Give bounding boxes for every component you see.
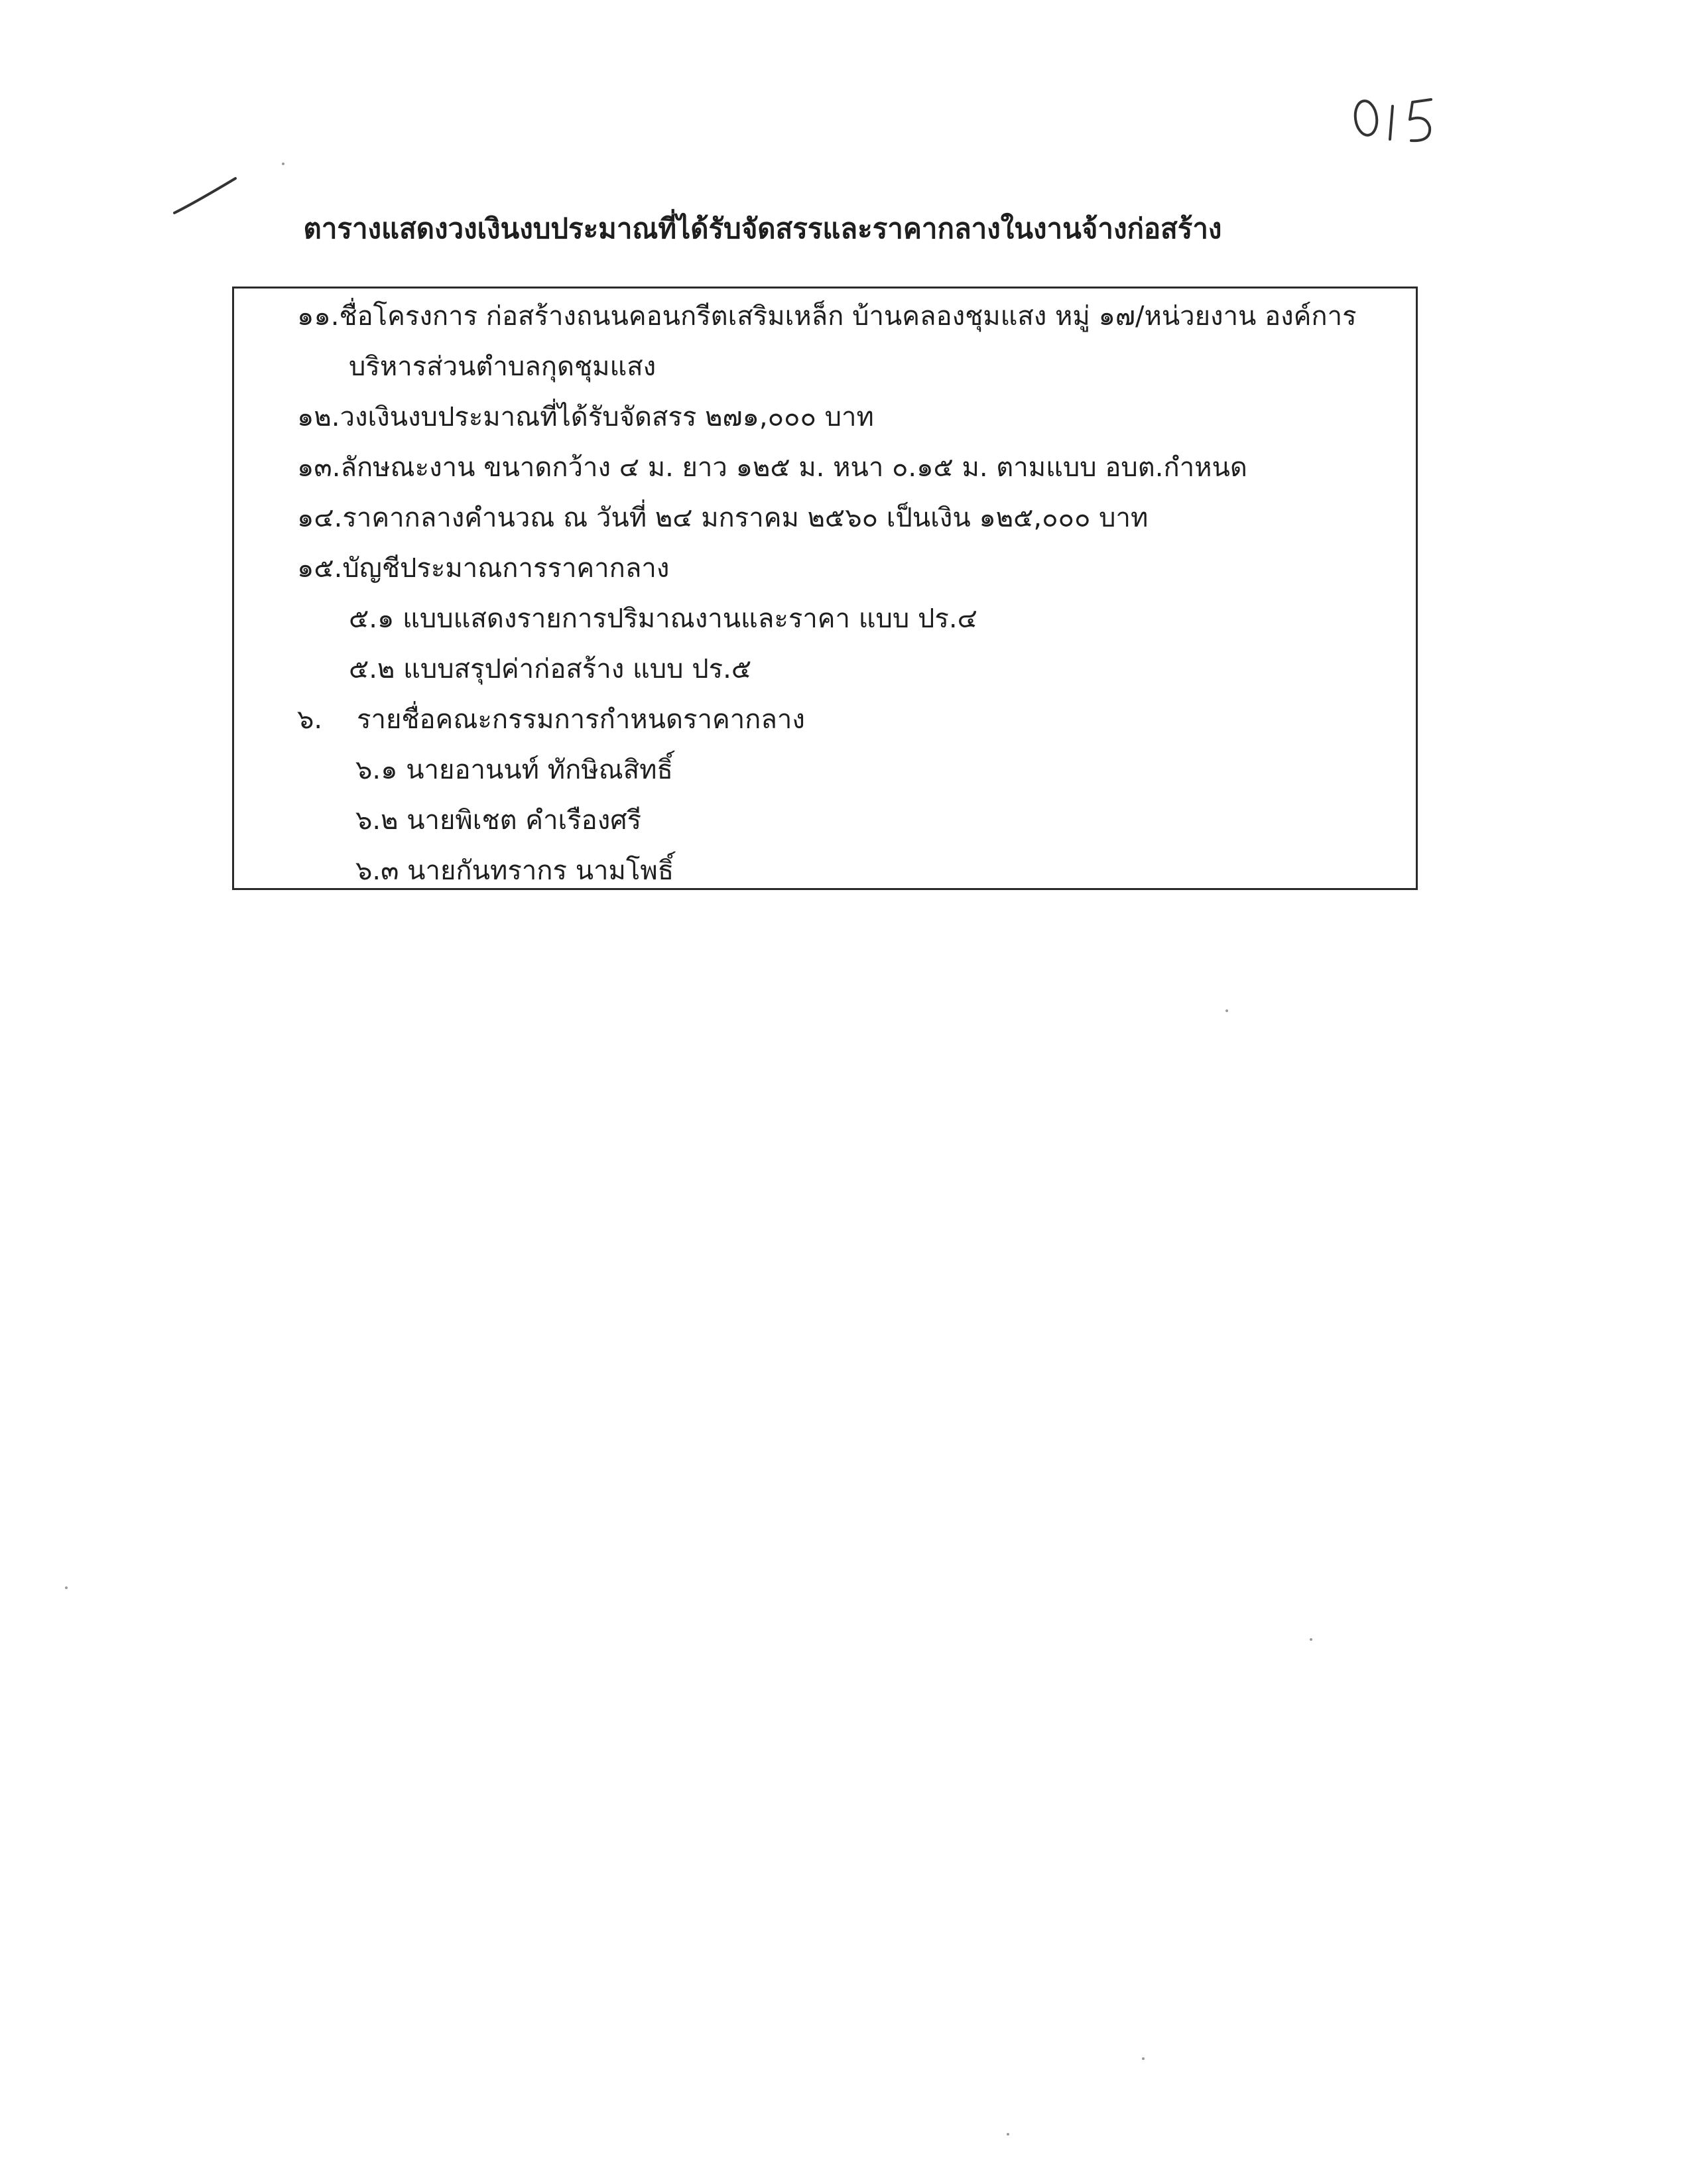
item-number: ๑๔. <box>297 503 343 533</box>
scan-speck <box>65 1586 68 1589</box>
item-text: ลักษณะงาน ขนาดกว้าง ๔ ม. ยาว ๑๒๕ ม. หนา ๐.๑๕ ม. ตามแบบ อบต.กำหนด <box>340 452 1247 483</box>
handwritten-page-number <box>1346 80 1452 153</box>
item-number: ๑๒. <box>297 402 340 432</box>
item-text: รายชื่อคณะกรรมการกำหนดราคากลาง <box>357 704 805 735</box>
item-committee <box>297 696 805 743</box>
item-project-name <box>297 292 1357 340</box>
subitem-6-2 <box>355 797 641 844</box>
item-budget <box>297 393 874 441</box>
item-text: วงเงินงบประมาณที่ได้รับจัดสรร ๒๗๑,๐๐๐ บาท <box>340 402 874 432</box>
item-text: ราคากลางคำนวณ ณ วันที่ ๒๔ มกราคม ๒๕๖๐ เป็นเงิน ๑๒๕,๐๐๐ บาท <box>342 503 1149 533</box>
item-project-name-continuation <box>349 343 656 391</box>
item-text: ๕.๑ แบบแสดงรายการปริมาณงานและราคา แบบ ปร.๔ <box>349 604 977 634</box>
subitem-5-2 <box>349 645 751 693</box>
project-info-box <box>232 287 1418 890</box>
subitem-5-1 <box>349 595 977 643</box>
item-number: ๖. <box>297 704 323 735</box>
scan-speck <box>1007 2133 1009 2136</box>
item-number: ๑๑. <box>297 301 340 332</box>
scan-speck <box>1225 1009 1228 1012</box>
item-text: บริหารส่วนตำบลกุดชุมแสง <box>349 352 657 382</box>
handwritten-page-number-drawing <box>1346 80 1452 153</box>
item-work-description <box>297 444 1247 491</box>
item-text: ๕.๒ แบบสรุปค่าก่อสร้าง แบบ ปร.๕ <box>349 654 752 684</box>
subitem-6-1 <box>355 746 673 794</box>
item-text: ๖.๓ นายกันทรากร นามโพธิ์ <box>355 856 674 886</box>
item-estimate-list <box>297 545 669 592</box>
scan-speck <box>1310 1638 1312 1641</box>
item-text: ๖.๑ นายอานนท์ ทักษิณสิทธิ์ <box>355 755 673 785</box>
item-number: ๑๓. <box>297 452 341 483</box>
subitem-6-3 <box>355 847 674 895</box>
document-title: ตารางแสดงวงเงินงบประมาณที่ได้รับจัดสรรและราคากลางในงานจ้างก่อสร้าง <box>303 212 1222 245</box>
item-text: บัญชีประมาณการราคากลาง <box>342 553 670 584</box>
scan-speck <box>282 162 284 165</box>
item-text: ชื่อโครงการ ก่อสร้างถนนคอนกรีตเสริมเหล็ก บ้านคลองชุมแสง หมู่ ๑๗/หน่วยงาน องค์การ <box>339 301 1357 332</box>
item-text: ๖.๒ นายพิเชต คำเรืองศรี <box>355 805 642 836</box>
item-median-price <box>297 494 1148 542</box>
scan-speck <box>1142 2057 1145 2060</box>
item-number: ๑๕. <box>297 553 343 584</box>
